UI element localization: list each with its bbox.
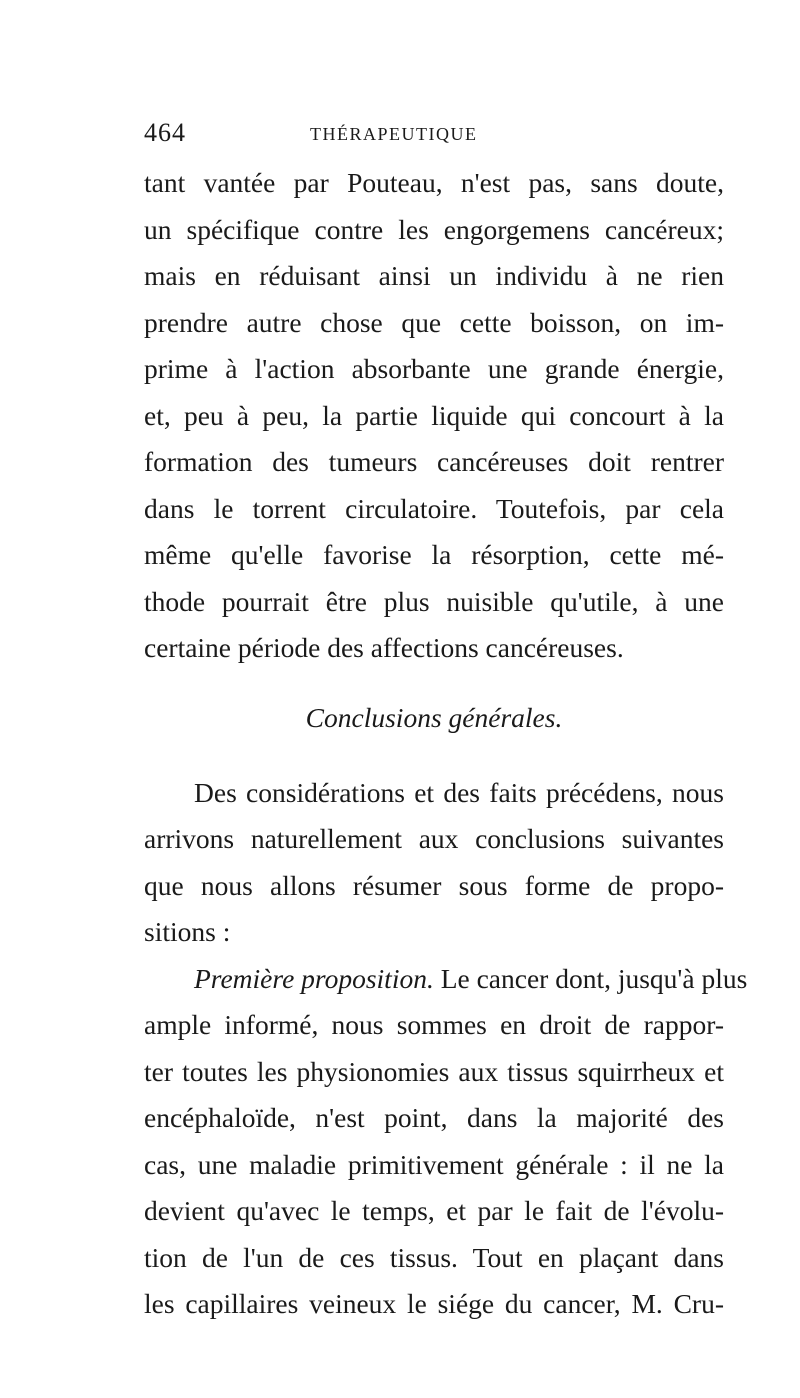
proposition-label: Première proposition.: [194, 962, 434, 994]
text-line: dans le torrent circulatoire. Toutefois, par cela: [144, 492, 724, 524]
proposition-text: Le cancer dont, jusqu'à plus: [440, 962, 748, 994]
text-line: sitions :: [144, 916, 231, 947]
section-heading: Conclusions générales.: [305, 701, 563, 733]
text-line: encéphaloïde, n'est point, dans la majorité des: [144, 1102, 724, 1133]
text-line: prime à l'action absorbante une grande énergie,: [144, 353, 724, 384]
text-line: Des considérations et des faits précédens, nous: [194, 776, 724, 808]
text-line: tant vantée par Pouteau, n'est pas, sans doute,: [144, 167, 724, 198]
text-line: un spécifique contre les engorgemens cancéreux;: [144, 213, 724, 245]
text-line: tion de l'un de ces tissus. Tout en plaçant dans: [144, 1241, 724, 1273]
paragraph-3: [144, 956, 748, 1328]
page-number: 464: [144, 118, 186, 147]
text-line: arrivons naturellement aux conclusions suivantes: [144, 823, 724, 854]
running-title: THÉRAPEUTIQUE: [310, 124, 478, 144]
text-line: devient qu'avec le temps, et par le fait de l'évolu-: [144, 1195, 724, 1226]
paragraph-1: [144, 160, 724, 672]
text-line: ter toutes les physionomies aux tissus squirrheux et: [144, 1055, 724, 1087]
text-line: et, peu à peu, la partie liquide qui concourt à la: [144, 399, 724, 431]
body-text: [144, 160, 748, 1328]
paragraph-2: [144, 770, 724, 956]
text-line: prendre autre chose que cette boisson, on im-: [144, 306, 724, 338]
text-line: même qu'elle favorise la résorption, cette mé-: [144, 539, 724, 570]
text-line: cas, une maladie primitivement générale : il ne la: [144, 1148, 724, 1180]
text-line: les capillaires veineux le siége du cancer, M. Cru-: [144, 1288, 724, 1319]
text-line: formation des tumeurs cancéreuses doit rentrer: [144, 446, 724, 477]
text-line: que nous allons résumer sous forme de propo-: [144, 869, 724, 901]
text-line: mais en réduisant ainsi un individu à ne rien: [144, 260, 724, 291]
text-line: thode pourrait être plus nuisible qu'utile, à une: [144, 585, 724, 617]
text-line: ample informé, nous sommes en droit de rappor-: [144, 1009, 724, 1040]
running-head: [144, 118, 704, 148]
text-line: certaine période des affections cancéreuses.: [144, 632, 624, 663]
text-line-first: [144, 956, 748, 1003]
